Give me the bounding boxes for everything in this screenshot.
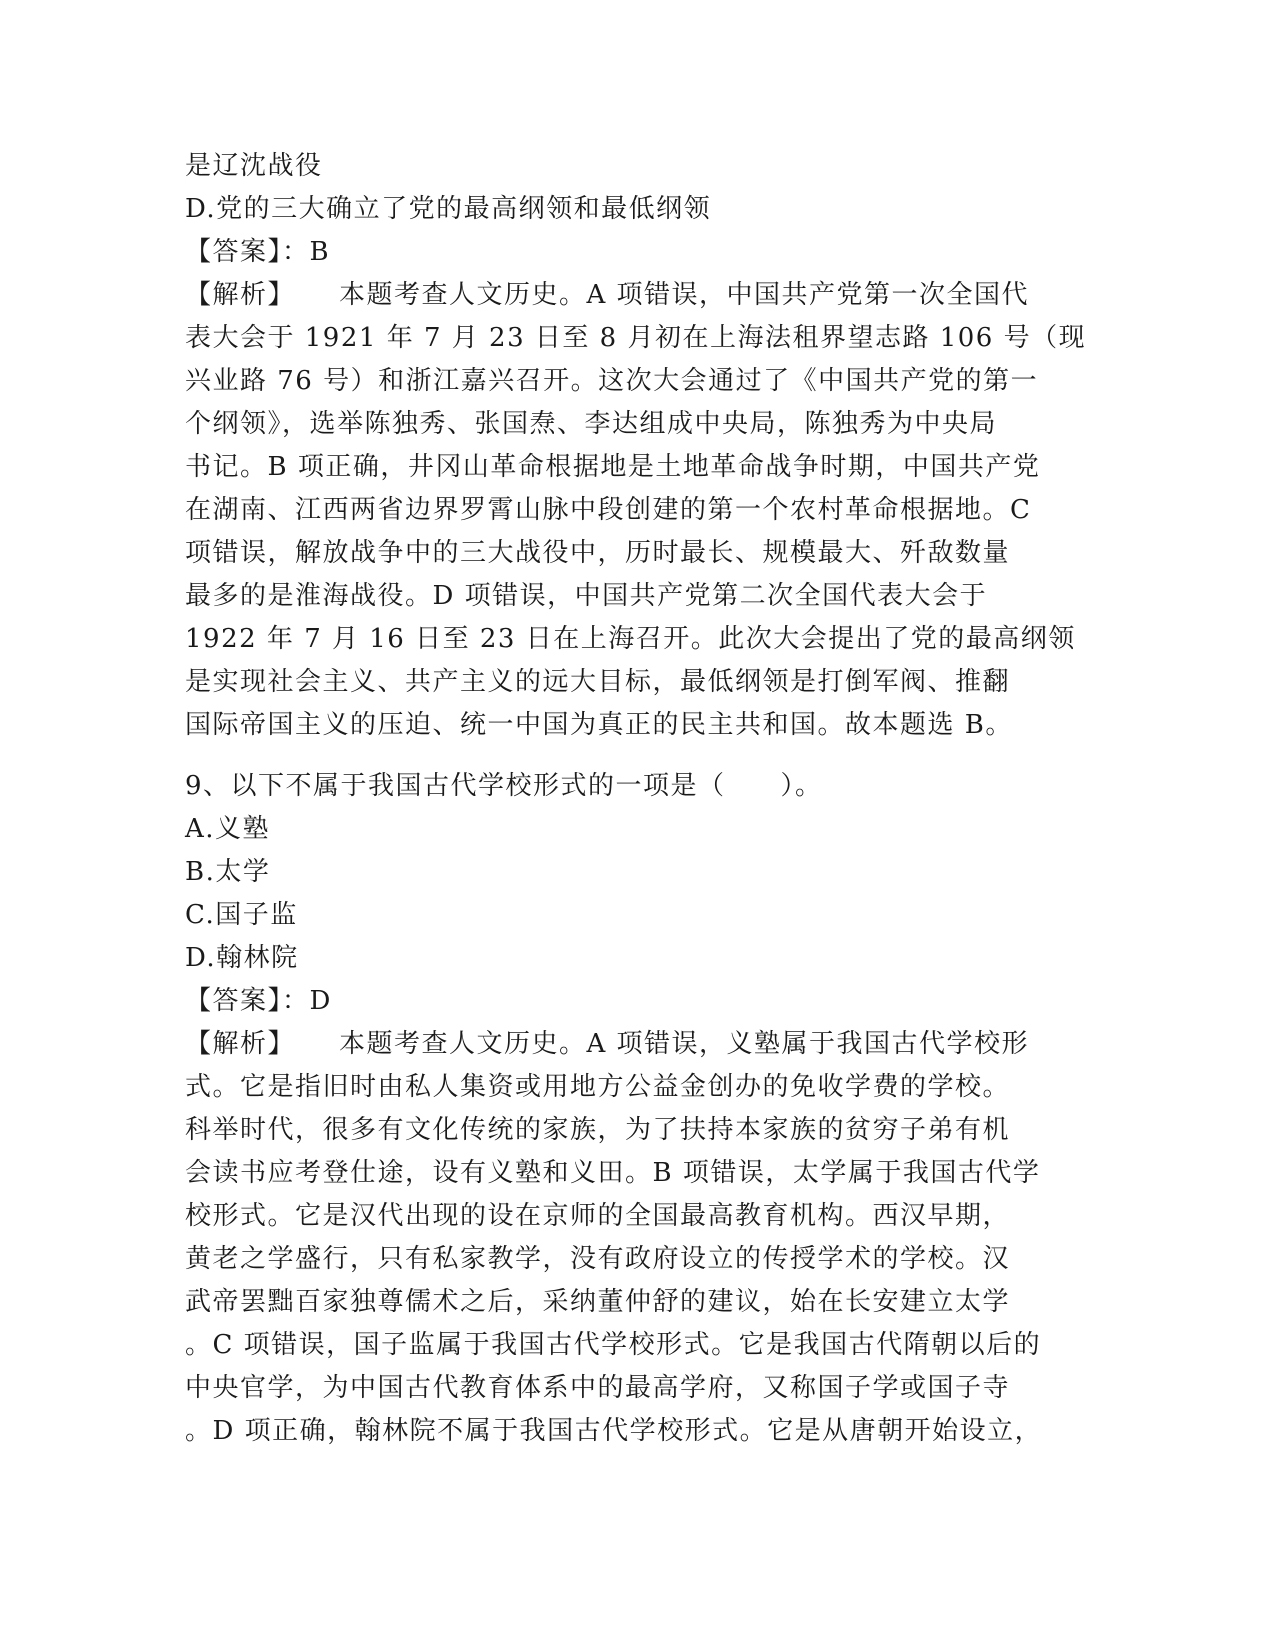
analysis-first-line bbox=[185, 274, 1085, 317]
analysis-line: 式。它是指旧时由私人集资或用地方公益金创办的免收学费的学校。 bbox=[185, 1072, 1011, 1102]
analysis-label: 【解析】 bbox=[185, 1029, 296, 1059]
option-a: A.义塾 bbox=[185, 814, 271, 844]
analysis-line: 兴业路 76 号）和浙江嘉兴召开。这次大会通过了《中国共产党的第一 bbox=[185, 366, 1039, 396]
option-b: B.太学 bbox=[185, 857, 271, 887]
analysis-line: 黄老之学盛行，只有私家教学，没有政府设立的传授学术的学校。汉 bbox=[185, 1244, 1011, 1274]
text-line: 是辽沈战役 bbox=[185, 151, 323, 181]
question-text: 9、以下不属于我国古代学校形式的一项是（ ）。 bbox=[185, 771, 823, 801]
analysis-line: 项错误，解放战争中的三大战役中，历时最长、规模最大、歼敌数量 bbox=[185, 538, 1011, 568]
analysis-line: 1922 年 7 月 16 日至 23 日在上海召开。此次大会提出了党的最高纲领 bbox=[185, 624, 1076, 654]
answer-line: 【答案】：D bbox=[185, 986, 332, 1016]
analysis-line: 校形式。它是汉代出现的设在京师的全国最高教育机构。西汉早期， bbox=[185, 1201, 1011, 1231]
answer-line: 【答案】：B bbox=[185, 237, 331, 267]
question-8-continuation bbox=[185, 145, 1085, 747]
option-c: C.国子监 bbox=[185, 900, 298, 930]
analysis-line: 个纲领》，选举陈独秀、张国焘、李达组成中央局，陈独秀为中央局 bbox=[185, 409, 998, 439]
analysis-line: 是实现社会主义、共产主义的远大目标，最低纲领是打倒军阀、推翻 bbox=[185, 667, 1011, 697]
analysis-text: 本题考查人文历史。A 项错误，义塾属于我国古代学校形 bbox=[339, 1029, 1030, 1059]
question-9 bbox=[185, 765, 1085, 1453]
analysis-line: 在湖南、江西两省边界罗霄山脉中段创建的第一个农村革命根据地。C bbox=[185, 495, 1032, 525]
analysis-line: 表大会于 1921 年 7 月 23 日至 8 月初在上海法租界望志路 106 号（现 bbox=[185, 323, 1087, 353]
analysis-line: 中央官学，为中国古代教育体系中的最高学府，又称国子学或国子寺 bbox=[185, 1373, 1011, 1403]
analysis-line: 科举时代，很多有文化传统的家族，为了扶持本家族的贫穷子弟有机 bbox=[185, 1115, 1011, 1145]
analysis-line: 武帝罢黜百家独尊儒术之后，采纳董仲舒的建议，始在长安建立太学 bbox=[185, 1287, 1011, 1317]
analysis-line: 。D 项正确，翰林院不属于我国古代学校形式。它是从唐朝开始设立， bbox=[185, 1416, 1043, 1446]
analysis-line: 最多的是淮海战役。D 项错误，中国共产党第二次全国代表大会于 bbox=[185, 581, 988, 611]
option-d: D.党的三大确立了党的最高纲领和最低纲领 bbox=[185, 194, 712, 224]
option-d: D.翰林院 bbox=[185, 943, 299, 973]
analysis-line: 国际帝国主义的压迫、统一中国为真正的民主共和国。故本题选 B。 bbox=[185, 710, 1013, 740]
analysis-text: 本题考查人文历史。A 项错误，中国共产党第一次全国代 bbox=[339, 280, 1030, 310]
analysis-label: 【解析】 bbox=[185, 280, 296, 310]
analysis-first-line bbox=[185, 1023, 1085, 1066]
analysis-line: 会读书应考登仕途，设有义塾和义田。B 项错误，太学属于我国古代学 bbox=[185, 1158, 1041, 1188]
analysis-line: 。C 项错误，国子监属于我国古代学校形式。它是我国古代隋朝以后的 bbox=[185, 1330, 1042, 1360]
analysis-line: 书记。B 项正确，井冈山革命根据地是土地革命战争时期，中国共产党 bbox=[185, 452, 1041, 482]
document-page bbox=[185, 145, 1085, 1453]
